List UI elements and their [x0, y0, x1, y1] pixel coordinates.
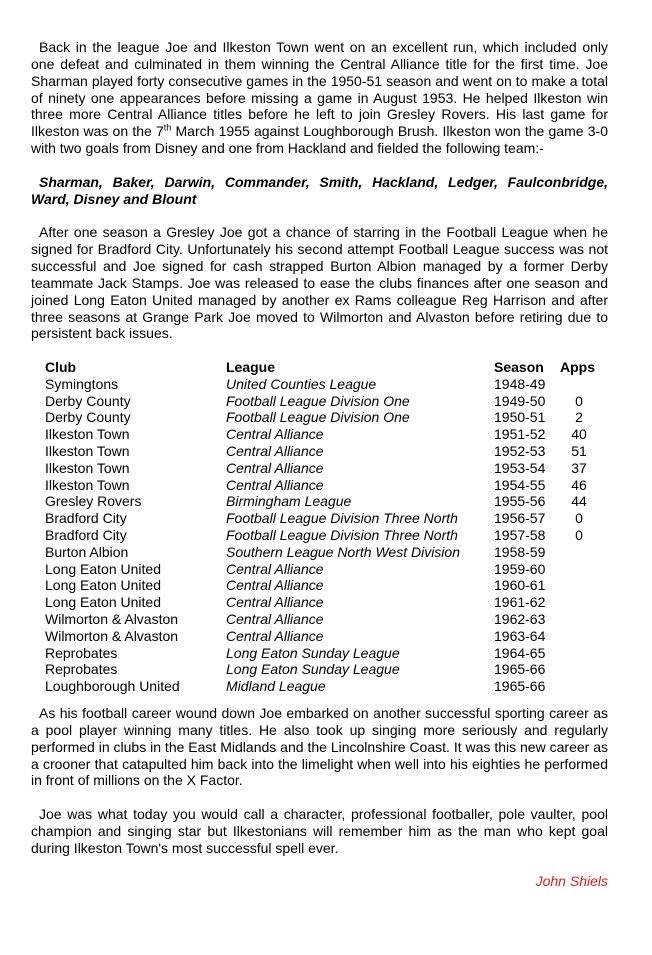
paragraph-2: After one season a Gresley Joe got a chance of starring in the Football League when he signed for Bradford City. Unfortunately his second attempt Football League success was not successful and Joe signed for cash strapped Burton Albion managed by a former Derby teammate Jack Stamps. Joe was released to ease the clubs finances after one season and joined Long Eaton United managed by another ex Rams colleague Reg Harrison and after three seasons at Grange Park Joe moved to Wilmorton and Alvaston before retiring due to persistent back issues.	[31, 224, 608, 342]
cell-apps	[560, 594, 598, 611]
cell-league: United Counties League	[226, 375, 377, 392]
cell-apps: 46	[571, 476, 587, 493]
table-row	[45, 577, 598, 594]
cell-league: Football League Division Three North	[226, 527, 458, 543]
cell-season: 1954-55	[494, 476, 546, 493]
ordinal-suffix: th	[163, 122, 172, 133]
article-page	[31, 39, 608, 890]
cell-season: 1948-49	[494, 375, 546, 392]
cell-apps	[560, 577, 598, 594]
cell-league: Central Alliance	[226, 610, 324, 627]
cell-season: 1961-62	[494, 594, 546, 611]
table-row	[45, 376, 598, 393]
table-row	[45, 393, 598, 410]
cell-season: 1958-59	[494, 543, 546, 560]
cell-league: Football League Division Three North	[226, 510, 458, 527]
cell-apps: 40	[571, 426, 587, 443]
cell-league: Football League Division One	[226, 409, 410, 426]
cell-club: Symingtons	[45, 375, 119, 392]
cell-apps: 0	[575, 392, 583, 409]
cell-league: Central Alliance	[226, 476, 324, 493]
cell-club: Ilkeston Town	[45, 476, 130, 493]
cell-club: Bradford City	[45, 527, 127, 543]
cell-apps: 0	[575, 527, 583, 543]
cell-league: Central Alliance	[226, 443, 324, 460]
header-league: League	[226, 359, 276, 376]
cell-apps	[560, 376, 598, 393]
table-row	[45, 561, 598, 578]
cell-club: Ilkeston Town	[45, 459, 130, 476]
table-row	[45, 678, 598, 695]
paragraph-3: As his football career wound down Joe embarked on another successful sporting career as a pool player winning many titles. He also took up singing more seriously and regularly performed in clubs in the East Midlands and the Lincolnshire Coast. It was this new career as a crooner that catapulted him back into the limelight when well into his eighties he performed in front of millions on the X Factor.	[31, 704, 608, 789]
cell-apps: 51	[571, 443, 587, 460]
cell-club: Long Eaton United	[45, 594, 161, 611]
cell-apps	[560, 611, 598, 628]
cell-league: Central Alliance	[226, 594, 324, 611]
cell-club: Bradford City	[45, 510, 127, 527]
cell-league: Long Eaton Sunday League	[226, 661, 400, 678]
cell-apps: 0	[575, 510, 583, 527]
cell-league: Central Alliance	[226, 560, 324, 577]
cell-season: 1957-58	[494, 527, 546, 543]
team-lineup: Sharman, Baker, Darwin, Commander, Smith, Hackland, Ledger, Faulconbridge, Ward, Disney and Blount	[31, 173, 608, 207]
cell-club: Burton Albion	[45, 543, 129, 560]
cell-season: 1959-60	[494, 560, 546, 577]
table-row	[45, 611, 598, 628]
cell-club: Long Eaton United	[45, 560, 161, 577]
cell-season: 1960-61	[494, 577, 546, 594]
table-row	[45, 426, 598, 443]
header-season: Season	[494, 359, 544, 376]
cell-apps	[560, 645, 598, 662]
cell-club: Long Eaton United	[45, 577, 161, 594]
cell-season: 1952-53	[494, 443, 546, 460]
career-table-header-row	[45, 359, 598, 376]
cell-club: Derby County	[45, 392, 131, 409]
paragraph-1	[31, 39, 608, 157]
table-row	[45, 544, 598, 561]
cell-season: 1951-52	[494, 426, 546, 443]
cell-club: Ilkeston Town	[45, 443, 130, 460]
cell-league: Birmingham League	[226, 493, 352, 510]
table-row	[45, 661, 598, 678]
author-signature: John Shiels	[535, 873, 608, 890]
cell-season: 1965-66	[494, 661, 546, 678]
table-row	[45, 477, 598, 494]
cell-club: Derby County	[45, 409, 131, 426]
cell-league: Southern League North West Division	[226, 543, 460, 560]
paragraph-4: Joe was what today you would call a character, professional footballer, pole vaulter, pool champion and singing star but Ilkestonians will remember him as the man who kept goal during Ilkeston Town's most successful spell ever.	[31, 806, 608, 856]
cell-apps: 44	[571, 493, 587, 510]
cell-apps	[560, 544, 598, 561]
table-row	[45, 594, 598, 611]
cell-league: Midland League	[226, 678, 326, 695]
header-apps: Apps	[560, 359, 595, 376]
cell-apps: 37	[571, 459, 587, 476]
cell-club: Reprobates	[45, 661, 118, 678]
cell-club: Reprobates	[45, 644, 118, 661]
cell-league: Football League Division One	[226, 392, 410, 409]
cell-season: 1965-66	[494, 678, 546, 695]
cell-season: 1956-57	[494, 510, 546, 527]
cell-season: 1955-56	[494, 493, 546, 510]
career-table	[45, 359, 598, 695]
table-row	[45, 527, 598, 544]
career-table-body	[45, 376, 598, 695]
table-row	[45, 409, 598, 426]
table-row	[45, 493, 598, 510]
cell-season: 1963-64	[494, 627, 546, 644]
cell-season: 1950-51	[494, 409, 546, 426]
cell-apps: 2	[575, 409, 583, 426]
table-row	[45, 510, 598, 527]
cell-league: Central Alliance	[226, 426, 324, 443]
cell-season: 1964-65	[494, 644, 546, 661]
cell-apps	[560, 628, 598, 645]
cell-season: 1953-54	[494, 459, 546, 476]
cell-club: Wilmorton & Alvaston	[45, 610, 179, 627]
cell-season: 1949-50	[494, 392, 546, 409]
cell-season: 1962-63	[494, 610, 546, 627]
table-row	[45, 460, 598, 477]
cell-club: Wilmorton & Alvaston	[45, 627, 179, 644]
cell-league: Long Eaton Sunday League	[226, 644, 400, 661]
table-row	[45, 443, 598, 460]
paragraph-1-text-a: Back in the league Joe and Ilkeston Town went on an excellent run, which included only one defeat and culminated in them winning the Central Alliance title for the first time. Joe Sharman played forty consecutive games in the 1950-51 season and went on to make a total of ninety one appearances before missing a game in August 1953. He helped Ilkeston win three more Central Alliance titles before he left to join Gresley Rovers. His last game for Ilkeston was on the 7	[31, 39, 608, 140]
table-row	[45, 645, 598, 662]
cell-apps	[560, 678, 598, 695]
cell-apps	[560, 661, 598, 678]
cell-club: Loughborough United	[45, 678, 180, 695]
header-club: Club	[45, 359, 77, 376]
cell-club: Gresley Rovers	[45, 493, 142, 510]
cell-league: Central Alliance	[226, 459, 324, 476]
cell-apps	[560, 561, 598, 578]
cell-league: Central Alliance	[226, 627, 324, 644]
paragraph-1-text-b: March 1955 against Loughborough Brush. Ilkeston won the game 3-0 with two goals from Disney and one from Hackland and fielded the following team:-	[31, 123, 608, 157]
cell-league: Central Alliance	[226, 577, 324, 594]
table-row	[45, 628, 598, 645]
cell-club: Ilkeston Town	[45, 426, 130, 443]
